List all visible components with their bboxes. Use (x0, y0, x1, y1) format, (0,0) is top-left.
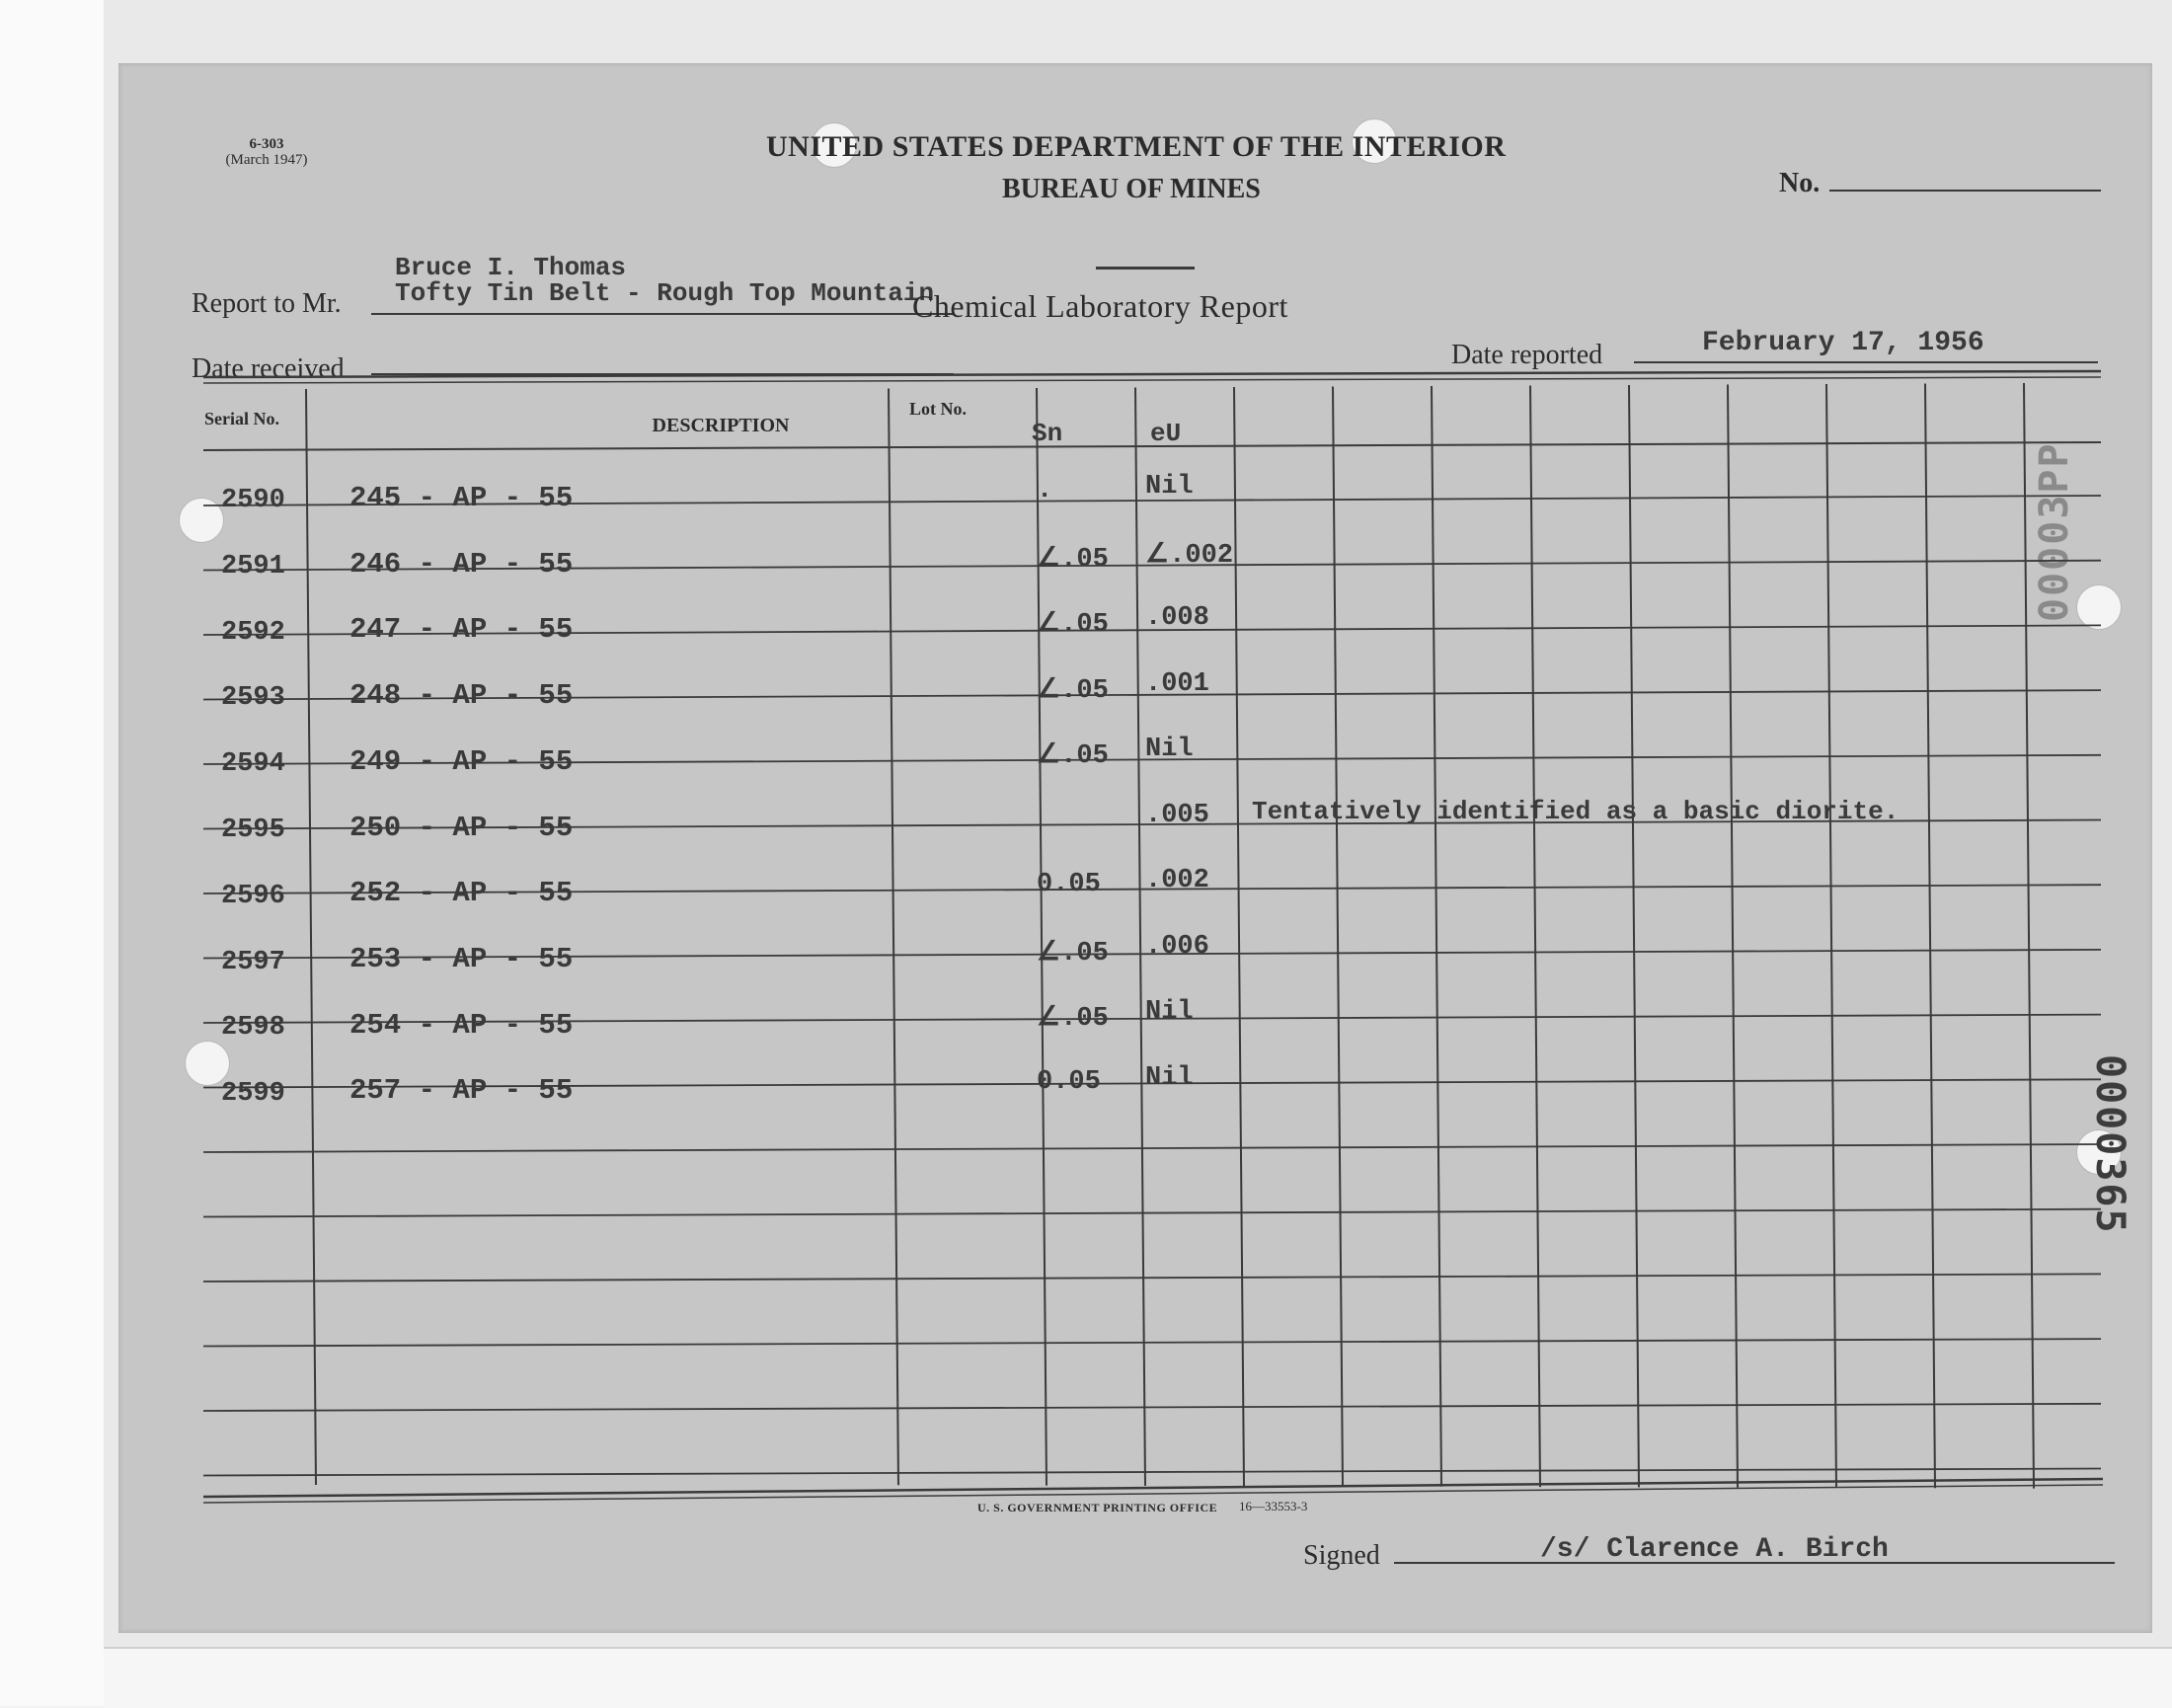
form-number: 6-303 (249, 136, 284, 152)
grid-line (203, 371, 2101, 377)
serial-no-cell: 2593 (221, 683, 285, 714)
date-reported-value: February 17, 1956 (1702, 328, 1984, 358)
side-stamp-top: 00003PP (2032, 441, 2077, 622)
scan-left-margin (0, 0, 104, 1706)
description-cell: 250 - AP - 55 (349, 811, 574, 844)
department-heading: UNITED STATES DEPARTMENT OF THE INTERIOR (766, 130, 1507, 163)
print-code: 16—33553-3 (1239, 1499, 1308, 1514)
report-to-name: Bruce I. Thomas (395, 253, 627, 282)
grid-line (1135, 388, 1145, 1486)
eu-value-cell: .002 (1145, 866, 1209, 895)
side-stamp-bottom: 0000365 (2087, 1054, 2133, 1235)
eu-value-cell: Nil (1145, 1062, 1194, 1093)
serial-no-cell: 2595 (221, 815, 285, 845)
sn-value-cell: 0.05 (1037, 870, 1101, 899)
eu-value-cell: .001 (1145, 668, 1209, 699)
sn-value-cell: ∠.05 (1037, 938, 1109, 969)
serial-no-cell: 2591 (221, 551, 285, 582)
table-grid (118, 63, 2152, 1633)
description-cell: 249 - AP - 55 (349, 744, 574, 778)
signed-label: Signed (1303, 1540, 1380, 1571)
grid-line (2024, 383, 2034, 1489)
sn-value-cell: . (1037, 476, 1053, 505)
row-note: Tentatively identified as a basic diorite. (1252, 796, 1900, 826)
form-edition: (March 1947) (225, 152, 308, 168)
grid-line (203, 1209, 2101, 1217)
description-cell: 246 - AP - 55 (349, 547, 574, 581)
report-title: Chemical Laboratory Report (912, 288, 1288, 324)
description-cell: 245 - AP - 55 (349, 482, 574, 514)
report-sheet (118, 63, 2152, 1633)
grid-line (306, 389, 316, 1485)
grid-line (1629, 385, 1639, 1487)
sn-value-cell: ∠.05 (1037, 610, 1109, 640)
grid-line (1728, 385, 1738, 1488)
serial-no-cell: 2598 (221, 1013, 285, 1044)
eu-value-cell: .005 (1145, 800, 1209, 830)
serial-no-cell: 2594 (221, 749, 285, 780)
eu-value-cell: Nil (1145, 472, 1194, 502)
grid-line (1432, 386, 1441, 1487)
grid-line (1530, 386, 1540, 1488)
description-cell: 253 - AP - 55 (349, 942, 574, 975)
no-label: No. (1779, 168, 1821, 198)
header-sn: Sn (1032, 419, 1063, 448)
report-to-label: Report to Mr. (192, 288, 342, 319)
serial-no-cell: 2597 (221, 947, 285, 977)
scan-bottom-margin (104, 1647, 2172, 1708)
date-reported-label: Date reported (1451, 340, 1603, 370)
grid-line (1234, 387, 1244, 1486)
signature: /s/ Clarence A. Birch (1540, 1534, 1889, 1565)
header-eu: eU (1150, 419, 1182, 448)
sn-value-cell: ∠.05 (1037, 544, 1109, 575)
header-description: DESCRIPTION (652, 415, 790, 436)
printing-office: U. S. GOVERNMENT PRINTING OFFICE (977, 1501, 1218, 1514)
eu-value-cell: Nil (1145, 997, 1194, 1027)
serial-no-cell: 2592 (221, 617, 285, 648)
grid-line (203, 1404, 2101, 1411)
header-lot-no: Lot No. (909, 399, 967, 419)
grid-line (1826, 384, 1836, 1488)
eu-value-cell: .008 (1145, 603, 1209, 633)
description-cell: 252 - AP - 55 (349, 877, 574, 910)
grid-line (203, 377, 2101, 383)
grid-line (1925, 384, 1935, 1489)
grid-line (203, 1274, 2101, 1281)
sn-value-cell: ∠.05 (1037, 741, 1109, 771)
description-cell: 247 - AP - 55 (349, 613, 574, 647)
serial-no-cell: 2599 (221, 1079, 285, 1110)
grid-line (1333, 387, 1343, 1487)
description-cell: 254 - AP - 55 (349, 1008, 574, 1042)
serial-no-cell: 2590 (221, 486, 285, 515)
description-cell: 248 - AP - 55 (349, 679, 574, 713)
date-received-label: Date received (192, 353, 345, 384)
serial-no-cell: 2596 (221, 881, 285, 911)
header-serial-no: Serial No. (204, 409, 279, 428)
description-cell: 257 - AP - 55 (349, 1074, 574, 1108)
eu-value-cell: Nil (1145, 735, 1194, 764)
grid-line (203, 1339, 2101, 1346)
sn-value-cell: 0.05 (1037, 1066, 1101, 1097)
grid-line (203, 1469, 2101, 1476)
report-to-project: Tofty Tin Belt - Rough Top Mountain (395, 278, 935, 308)
sn-value-cell: ∠.05 (1037, 1004, 1109, 1034)
grid-line (203, 1144, 2101, 1152)
grid-line (889, 389, 898, 1486)
sn-value-cell: ∠.05 (1037, 675, 1109, 706)
eu-value-cell: ∠.002 (1145, 540, 1234, 571)
bureau-heading: BUREAU OF MINES (1002, 174, 1261, 204)
eu-value-cell: .006 (1145, 931, 1209, 962)
